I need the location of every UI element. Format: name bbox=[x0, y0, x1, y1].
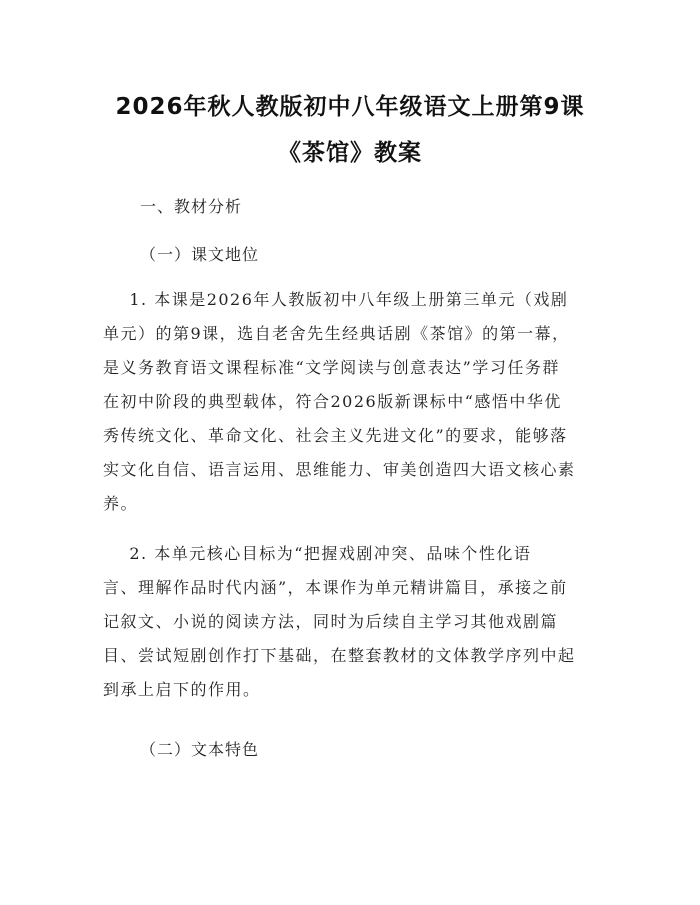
subsection-heading-text-features: （二）文本特色 bbox=[140, 740, 260, 759]
paragraph-2 bbox=[103, 537, 603, 707]
paragraph-line: 1. 本课是2026年人教版初中八年级上册第三单元（戏剧 bbox=[103, 290, 569, 309]
section-heading-textbook-analysis: 一、教材分析 bbox=[140, 197, 243, 216]
paragraph-line: 在初中阶段的典型载体，符合2026版新课标中“感悟中华优 bbox=[103, 392, 562, 411]
paragraph-line: 养。 bbox=[103, 494, 139, 513]
subsection-heading-lesson-position: （一）课文地位 bbox=[140, 245, 260, 264]
paragraph-line: 是义务教育语文课程标准“文学阅读与创意表达”学习任务群 bbox=[103, 358, 560, 377]
paragraph-line: 实文化自信、语言运用、思维能力、审美创造四大语文核心素 bbox=[103, 460, 576, 479]
document-title-line-1: 2026年秋人教版初中八年级语文上册第9课 bbox=[115, 94, 585, 120]
paragraph-line: 记叙文、小说的阅读方法，同时为后续自主学习其他戏剧篇 bbox=[103, 612, 559, 631]
paragraph-line: 到承上启下的作用。 bbox=[103, 680, 261, 699]
paragraph-line: 单元）的第9课，选自老舍先生经典话剧《茶馆》的第一幕， bbox=[103, 324, 570, 343]
document-title-line-2: 《茶馆》教案 bbox=[278, 140, 422, 166]
paragraph-line: 目、尝试短剧创作打下基础，在整套教材的文体教学序列中起 bbox=[103, 646, 576, 665]
paragraph-line: 2. 本单元核心目标为“把握戏剧冲突、品味个性化语 bbox=[103, 544, 532, 563]
paragraph-line: 秀传统文化、革命文化、社会主义先进文化”的要求，能够落 bbox=[103, 426, 568, 445]
paragraph-1 bbox=[103, 283, 603, 521]
paragraph-line: 言、理解作品时代内涵”，本课作为单元精讲篇目，承接之前 bbox=[103, 578, 568, 597]
